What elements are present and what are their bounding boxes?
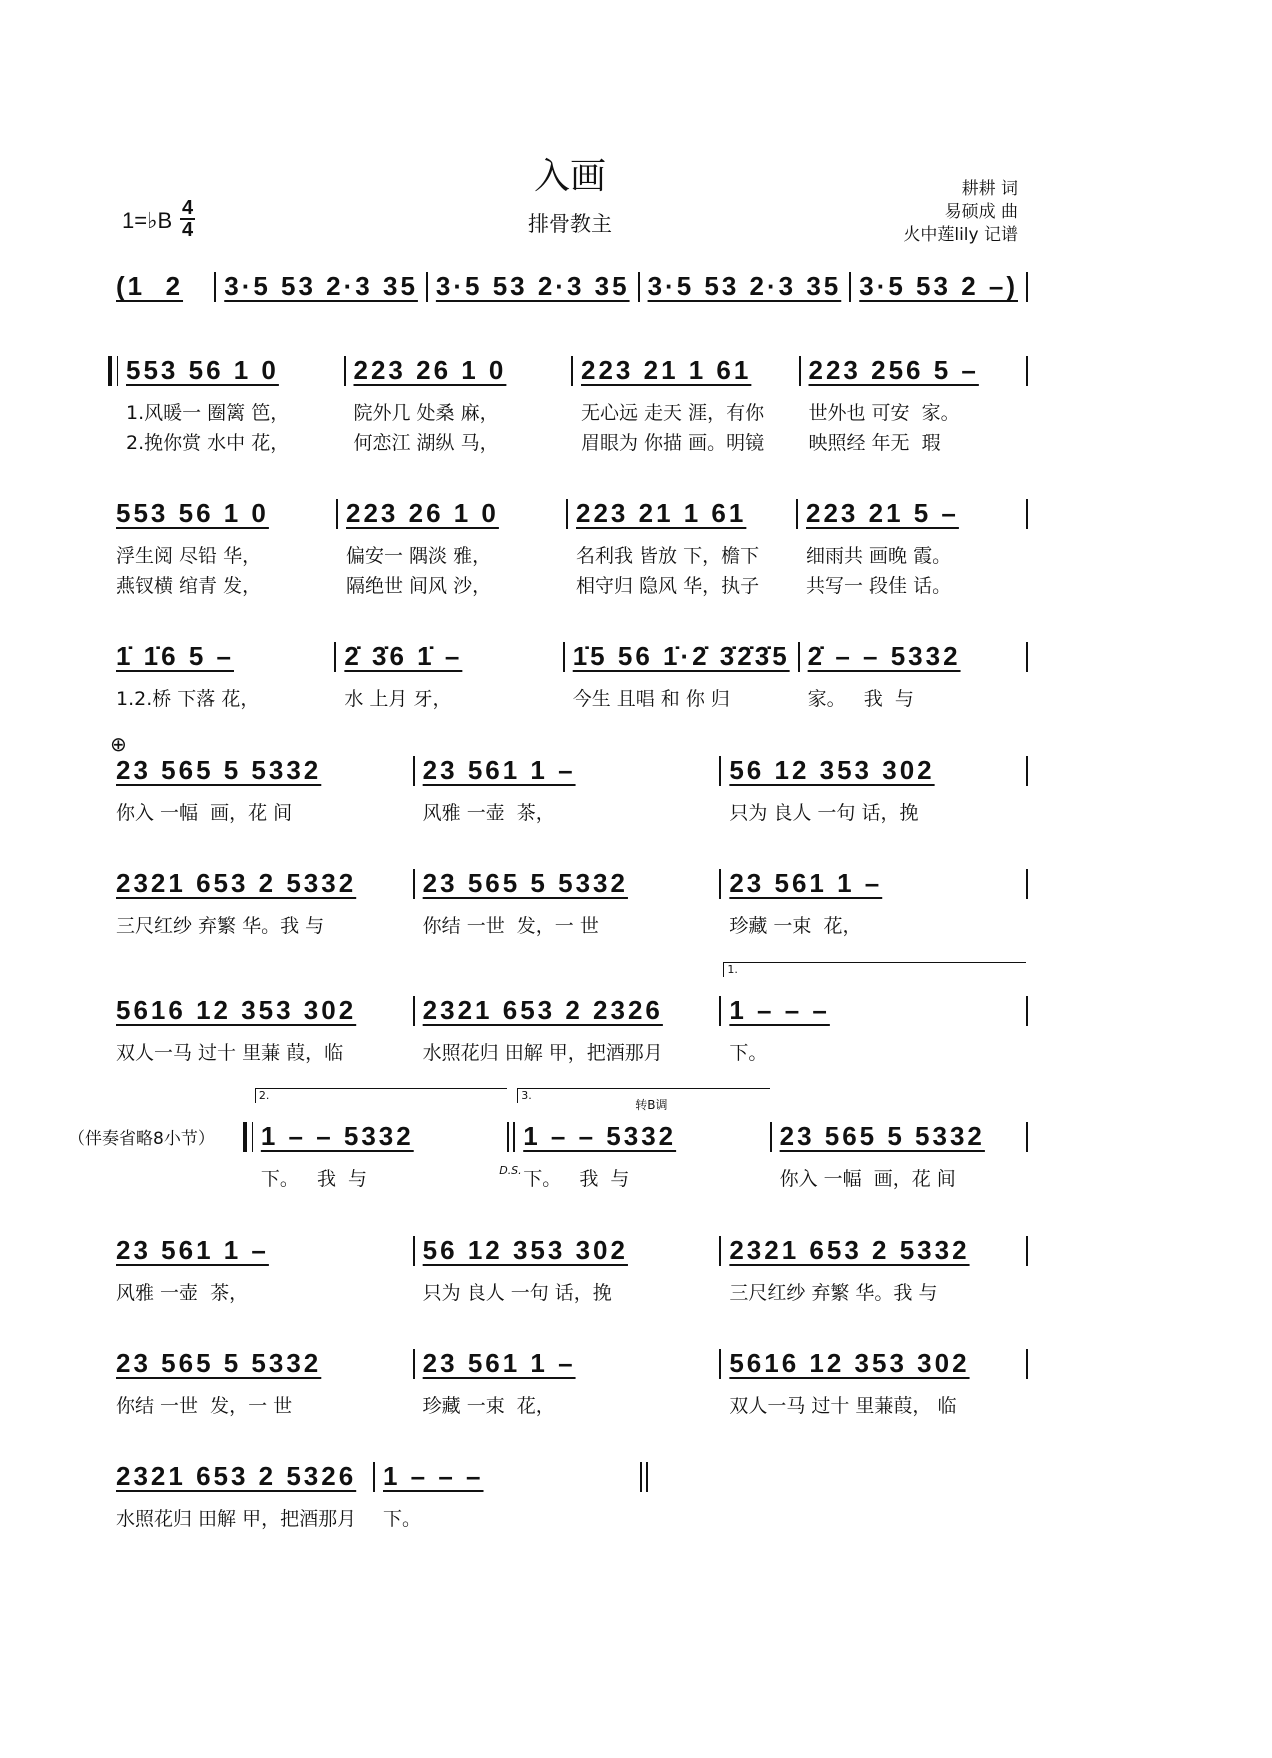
lyric-line: 下。 我 与 [260, 1168, 368, 1190]
notes: 1̇ 1̇6 5 – [116, 641, 234, 671]
notes: 23 565 5 5332 [116, 1348, 322, 1378]
lyric-line: 风雅 一壶 茶， [116, 1282, 249, 1304]
lyric-line: 名利我 皆放 下，檐下 [576, 545, 760, 567]
notes: 23 561 1 – [422, 1348, 576, 1378]
notes: 23 565 5 5332 [779, 1121, 985, 1151]
notes: 23 561 1 – [116, 1235, 269, 1265]
notes: 2321 653 2 5332 [116, 868, 357, 898]
notes: 2̇ 3̇6 1̇ – [344, 641, 463, 671]
score-row [108, 270, 1028, 304]
barline [1026, 642, 1028, 672]
lyric-line: 2.挽你赏 水中 花， [126, 432, 290, 454]
barline [1026, 1122, 1028, 1152]
score-row [108, 1347, 1028, 1417]
lyric-line: 今生 且唱 和 你 归 [572, 688, 730, 710]
measure [346, 354, 572, 454]
measure [216, 270, 426, 304]
lyric-line: 隔绝世 间风 沙， [346, 575, 492, 597]
key-change-mark: 转B调 [635, 1098, 668, 1112]
volta-bracket: 1. [723, 962, 1026, 977]
score-row [108, 640, 1028, 710]
measure [721, 1347, 1026, 1417]
lyric-line: 风雅 一壶 茶， [422, 802, 555, 824]
lyric-line: 你入 一幅 画，花 间 [116, 802, 293, 824]
notes: 2̇ – – 5332 [807, 641, 961, 671]
lyric-line: 相守归 隐风 华，执子 [576, 575, 760, 597]
lyric-line: 何恋江 湖纵 马， [353, 432, 499, 454]
score-row [108, 963, 1028, 1064]
lyric-line: 共写一 段佳 话。 [806, 575, 952, 597]
final-barline [640, 1462, 648, 1492]
lyric-line: 1.风暖一 圈篱 笆， [126, 402, 290, 424]
barline [1026, 756, 1028, 786]
barline [507, 1122, 515, 1152]
time-signature [180, 198, 195, 240]
notes: 223 21 1 61 [576, 498, 747, 528]
song-title: 入画 [533, 156, 606, 197]
accompaniment-note: （伴奏省略8小节） [68, 1129, 215, 1149]
time-top: 4 [182, 197, 194, 219]
notes: (1 2 [116, 271, 184, 301]
measure [108, 754, 413, 824]
notes: 1 – – – [729, 995, 830, 1025]
repeat-start-barline [108, 356, 118, 386]
volta-bracket: 3. [517, 1088, 769, 1103]
notes: 223 26 1 0 [353, 355, 507, 385]
measure [108, 1347, 413, 1417]
barline [1026, 499, 1028, 529]
lyric-line: 细雨共 画晚 霞。 [806, 545, 952, 567]
score-row [108, 867, 1028, 937]
lyric-line: 你入 一幅 画，花 间 [779, 1168, 956, 1190]
barline [1026, 1349, 1028, 1379]
measure [415, 754, 720, 824]
barline [1026, 869, 1028, 899]
notes: 3·5 53 2·3 35 [435, 271, 630, 301]
measure [772, 1120, 1026, 1190]
notes: 553 56 1 0 [116, 498, 269, 528]
score-row [108, 1460, 648, 1530]
notes: 1 – – – [383, 1461, 484, 1491]
score-row [108, 754, 1028, 824]
notes: 23 565 5 5332 [422, 868, 628, 898]
barline [1026, 996, 1028, 1026]
lyric-line: 水 上月 牙， [344, 688, 452, 710]
lyric-line: 双人一马 过十 里蒹葭， 临 [729, 1395, 957, 1417]
lyric-line: 映照经 年无 瑕 [808, 432, 941, 454]
score-row [108, 1234, 1028, 1304]
barline [1026, 1236, 1028, 1266]
lyric-line: 只为 良人 一句 话，挽 [422, 1282, 612, 1304]
notes: 223 21 1 61 [581, 355, 752, 385]
lyric-line: 下。 我 与 [523, 1168, 630, 1190]
notes: 2321 653 2 5332 [729, 1235, 970, 1265]
lyric-line: 水照花归 田解 甲，把酒那月 [422, 1042, 663, 1064]
barline [1026, 272, 1028, 302]
lyric-line: 三尺红纱 弃繁 华。我 与 [729, 1282, 938, 1304]
measure [108, 867, 413, 937]
measure [851, 270, 1026, 304]
dal-segno-mark: D.S. [499, 1164, 522, 1177]
lyric-line: 眉眼为 你描 画。明镜 [581, 432, 765, 454]
measure [640, 270, 850, 304]
lyric-line: 珍藏 一束 花， [422, 1395, 555, 1417]
measure [415, 1234, 720, 1304]
lyric-line: 偏安一 隅淡 雅， [346, 545, 492, 567]
score-row [108, 354, 1028, 454]
key-signature: 1=♭B [122, 208, 173, 233]
song-subtitle: 排骨教主 [528, 212, 612, 236]
notes: 5616 12 353 302 [116, 995, 357, 1025]
lyric-line: 你结 一世 发，一 世 [116, 1395, 293, 1417]
segno-icon: ⊕ [110, 732, 127, 756]
notes: 1 – – 5332 [523, 1121, 677, 1151]
measure [108, 270, 214, 304]
measure [253, 1089, 507, 1190]
repeat-end-barline [243, 1122, 253, 1152]
lyric-line: 浮生阅 尽铅 华， [116, 545, 262, 567]
measure [800, 640, 1026, 710]
measure [118, 354, 344, 454]
notes: 223 256 5 – [808, 355, 979, 385]
credits [903, 178, 1018, 247]
lyric-line: 只为 良人 一句 话，挽 [729, 802, 919, 824]
measure [108, 994, 413, 1064]
composer: 易硕成 曲 [944, 202, 1018, 222]
measure [565, 640, 798, 710]
notes: 23 561 1 – [729, 868, 883, 898]
measure [338, 497, 566, 597]
measure [573, 354, 799, 454]
measure [108, 497, 336, 597]
lyric-line: 水照花归 田解 甲，把酒那月 [116, 1508, 357, 1530]
notes: 3·5 53 2·3 35 [647, 271, 842, 301]
notes: 223 26 1 0 [346, 498, 499, 528]
lyric-line: 三尺红纱 弃繁 华。我 与 [116, 915, 325, 937]
measure [721, 754, 1026, 824]
lyric-line: 珍藏 一束 花， [729, 915, 862, 937]
lyricist: 耕耕 词 [961, 179, 1018, 199]
notes: 3·5 53 2·3 35 [224, 271, 418, 301]
measure [801, 354, 1027, 454]
measure [415, 994, 720, 1064]
barline [1026, 356, 1028, 386]
measure [415, 1347, 720, 1417]
measure [336, 640, 562, 710]
lyric-line: 你结 一世 发，一 世 [422, 915, 599, 937]
measure [428, 270, 638, 304]
notes: 23 561 1 – [422, 755, 576, 785]
notes: 2321 653 2 2326 [422, 995, 663, 1025]
notes: 56 12 353 302 [729, 755, 935, 785]
measure [568, 497, 796, 597]
lyric-line: 1.2.桥 下落 花， [116, 688, 260, 710]
notes: 553 56 1 0 [126, 355, 279, 385]
notes: 56 12 353 302 [422, 1235, 628, 1265]
measure [721, 1234, 1026, 1304]
lyric-line: 世外也 可安 家。 [808, 402, 960, 424]
notes: 1̇5 56 1̇·2̇ 3̇2̇3̇5 [572, 641, 790, 671]
score-row [108, 497, 1028, 597]
lyric-line: 下。 [383, 1508, 422, 1530]
measure [375, 1460, 640, 1530]
transcriber: 火中莲lily 记谱 [903, 225, 1018, 245]
lyric-line: 燕钗横 绾青 发， [116, 575, 262, 597]
notes: 1 – – 5332 [260, 1121, 414, 1151]
lyric-line: 院外几 处桑 麻， [353, 402, 499, 424]
lyric-line: 无心远 走天 涯，有你 [581, 402, 765, 424]
notes: 223 21 5 – [806, 498, 959, 528]
time-bottom: 4 [182, 219, 194, 241]
lyric-line: 双人一马 过十 里蒹 葭，临 [116, 1042, 344, 1064]
notes: 2321 653 2 5326 [116, 1461, 357, 1491]
measure [798, 497, 1026, 597]
measure [108, 1460, 373, 1530]
measure [108, 640, 334, 710]
notes: 23 565 5 5332 [116, 755, 322, 785]
notes: 3·5 53 2 –) [859, 271, 1018, 301]
notes: 5616 12 353 302 [729, 1348, 970, 1378]
score-row [68, 1089, 1028, 1190]
measure [721, 963, 1026, 1064]
lyric-line: 家。 我 与 [807, 688, 914, 710]
lyric-line: 下。 [729, 1042, 768, 1064]
volta-bracket: 2. [255, 1088, 507, 1103]
measure [108, 1234, 413, 1304]
measure [415, 867, 720, 937]
measure [721, 867, 1026, 937]
measure [499, 1089, 769, 1190]
